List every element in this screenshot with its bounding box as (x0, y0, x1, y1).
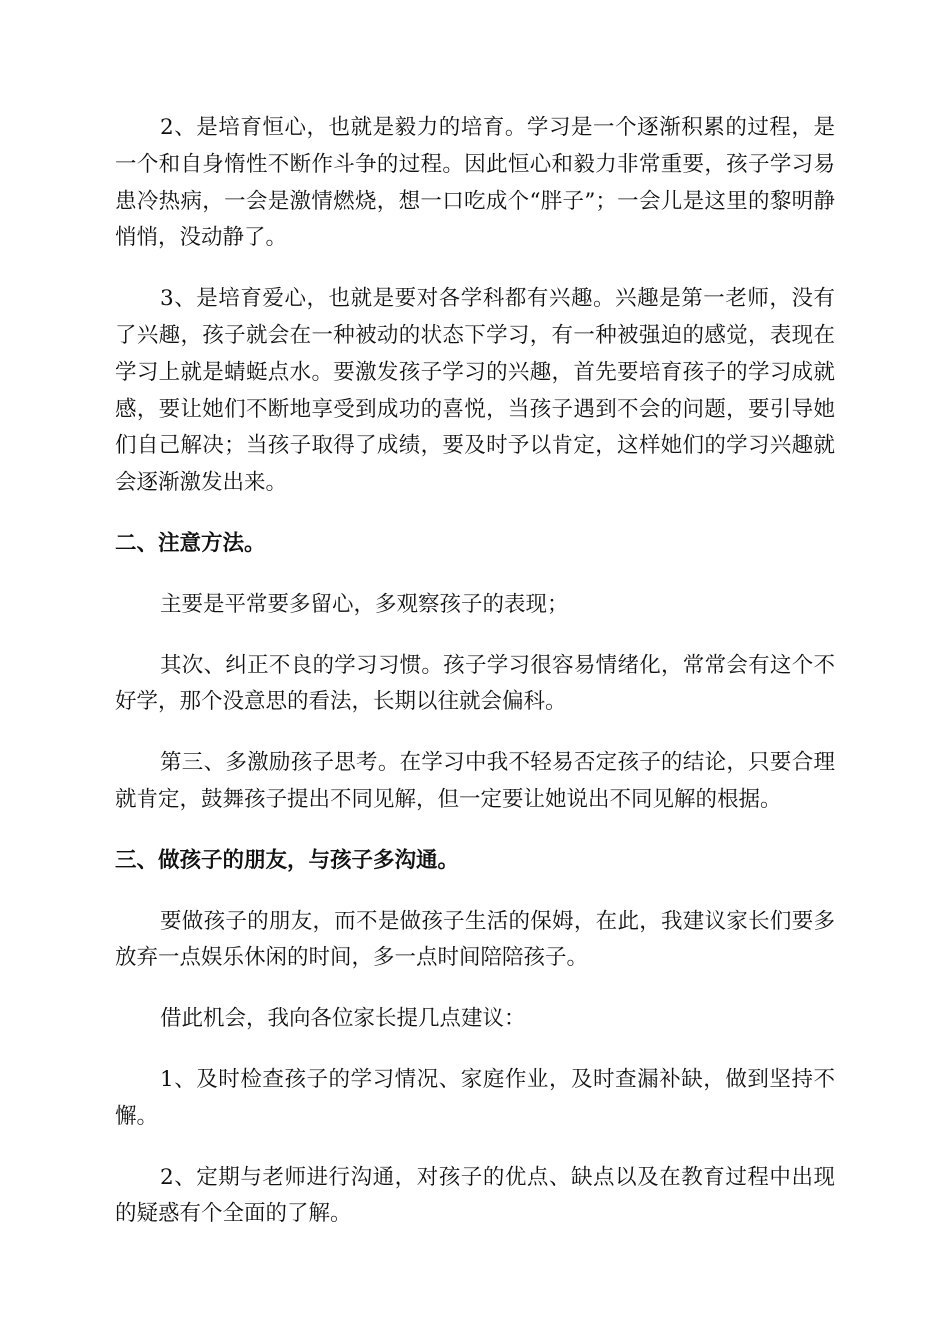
paragraph-suggestion-1: 1、及时检查孩子的学习情况、家庭作业，及时查漏补缺，做到坚持不懈。 (115, 1066, 835, 1129)
paragraph-perseverance: 2、是培育恒心，也就是毅力的培育。学习是一个逐渐积累的过程，是一个和自身惰性不断作斗争的过程。因此恒心和毅力非常重要，孩子学习易患冷热病，一会是激情燃烧，想一口吃成个“胖子”；一会儿是这里的黎明静悄悄，没动静了。 (115, 115, 835, 251)
section-heading-friends: 三、做孩子的朋友，与孩子多沟通。 (115, 847, 460, 873)
paragraph-habits: 其次、纠正不良的学习习惯。孩子学习很容易情绪化，常常会有这个不好学，那个没意思的看法，长期以往就会偏科。 (115, 652, 835, 715)
paragraph-suggestions-intro: 借此机会，我向各位家长提几点建议： (160, 1006, 526, 1032)
paragraph-be-friend: 要做孩子的朋友，而不是做孩子生活的保姆，在此，我建议家长们要多放弃一点娱乐休闲的时间，多一点时间陪陪孩子。 (115, 908, 835, 971)
section-heading-methods: 二、注意方法。 (115, 530, 266, 556)
paragraph-observe: 主要是平常要多留心，多观察孩子的表现； (160, 591, 569, 617)
paragraph-thinking: 第三、多激励孩子思考。在学习中我不轻易否定孩子的结论，只要合理就肯定，鼓舞孩子提出不同见解，但一定要让她说出不同见解的根据。 (115, 750, 835, 812)
paragraph-suggestion-2: 2、定期与老师进行沟通，对孩子的优点、缺点以及在教育过程中出现的疑惑有个全面的了解。 (115, 1164, 835, 1227)
paragraph-interest: 3、是培育爱心，也就是要对各学科都有兴趣。兴趣是第一老师，没有了兴趣，孩子就会在一种被动的状态下学习，有一种被强迫的感觉，表现在学习上就是蜻蜓点水。要激发孩子学习的兴趣，首先要培育孩子的学习成就感，要让她们不断地享受到成功的喜悦，当孩子遇到不会的问题，要引导她们自己解决；当孩子取得了成绩，要及时予以肯定，这样她们的学习兴趣就会逐渐激发出来。 (115, 286, 835, 496)
